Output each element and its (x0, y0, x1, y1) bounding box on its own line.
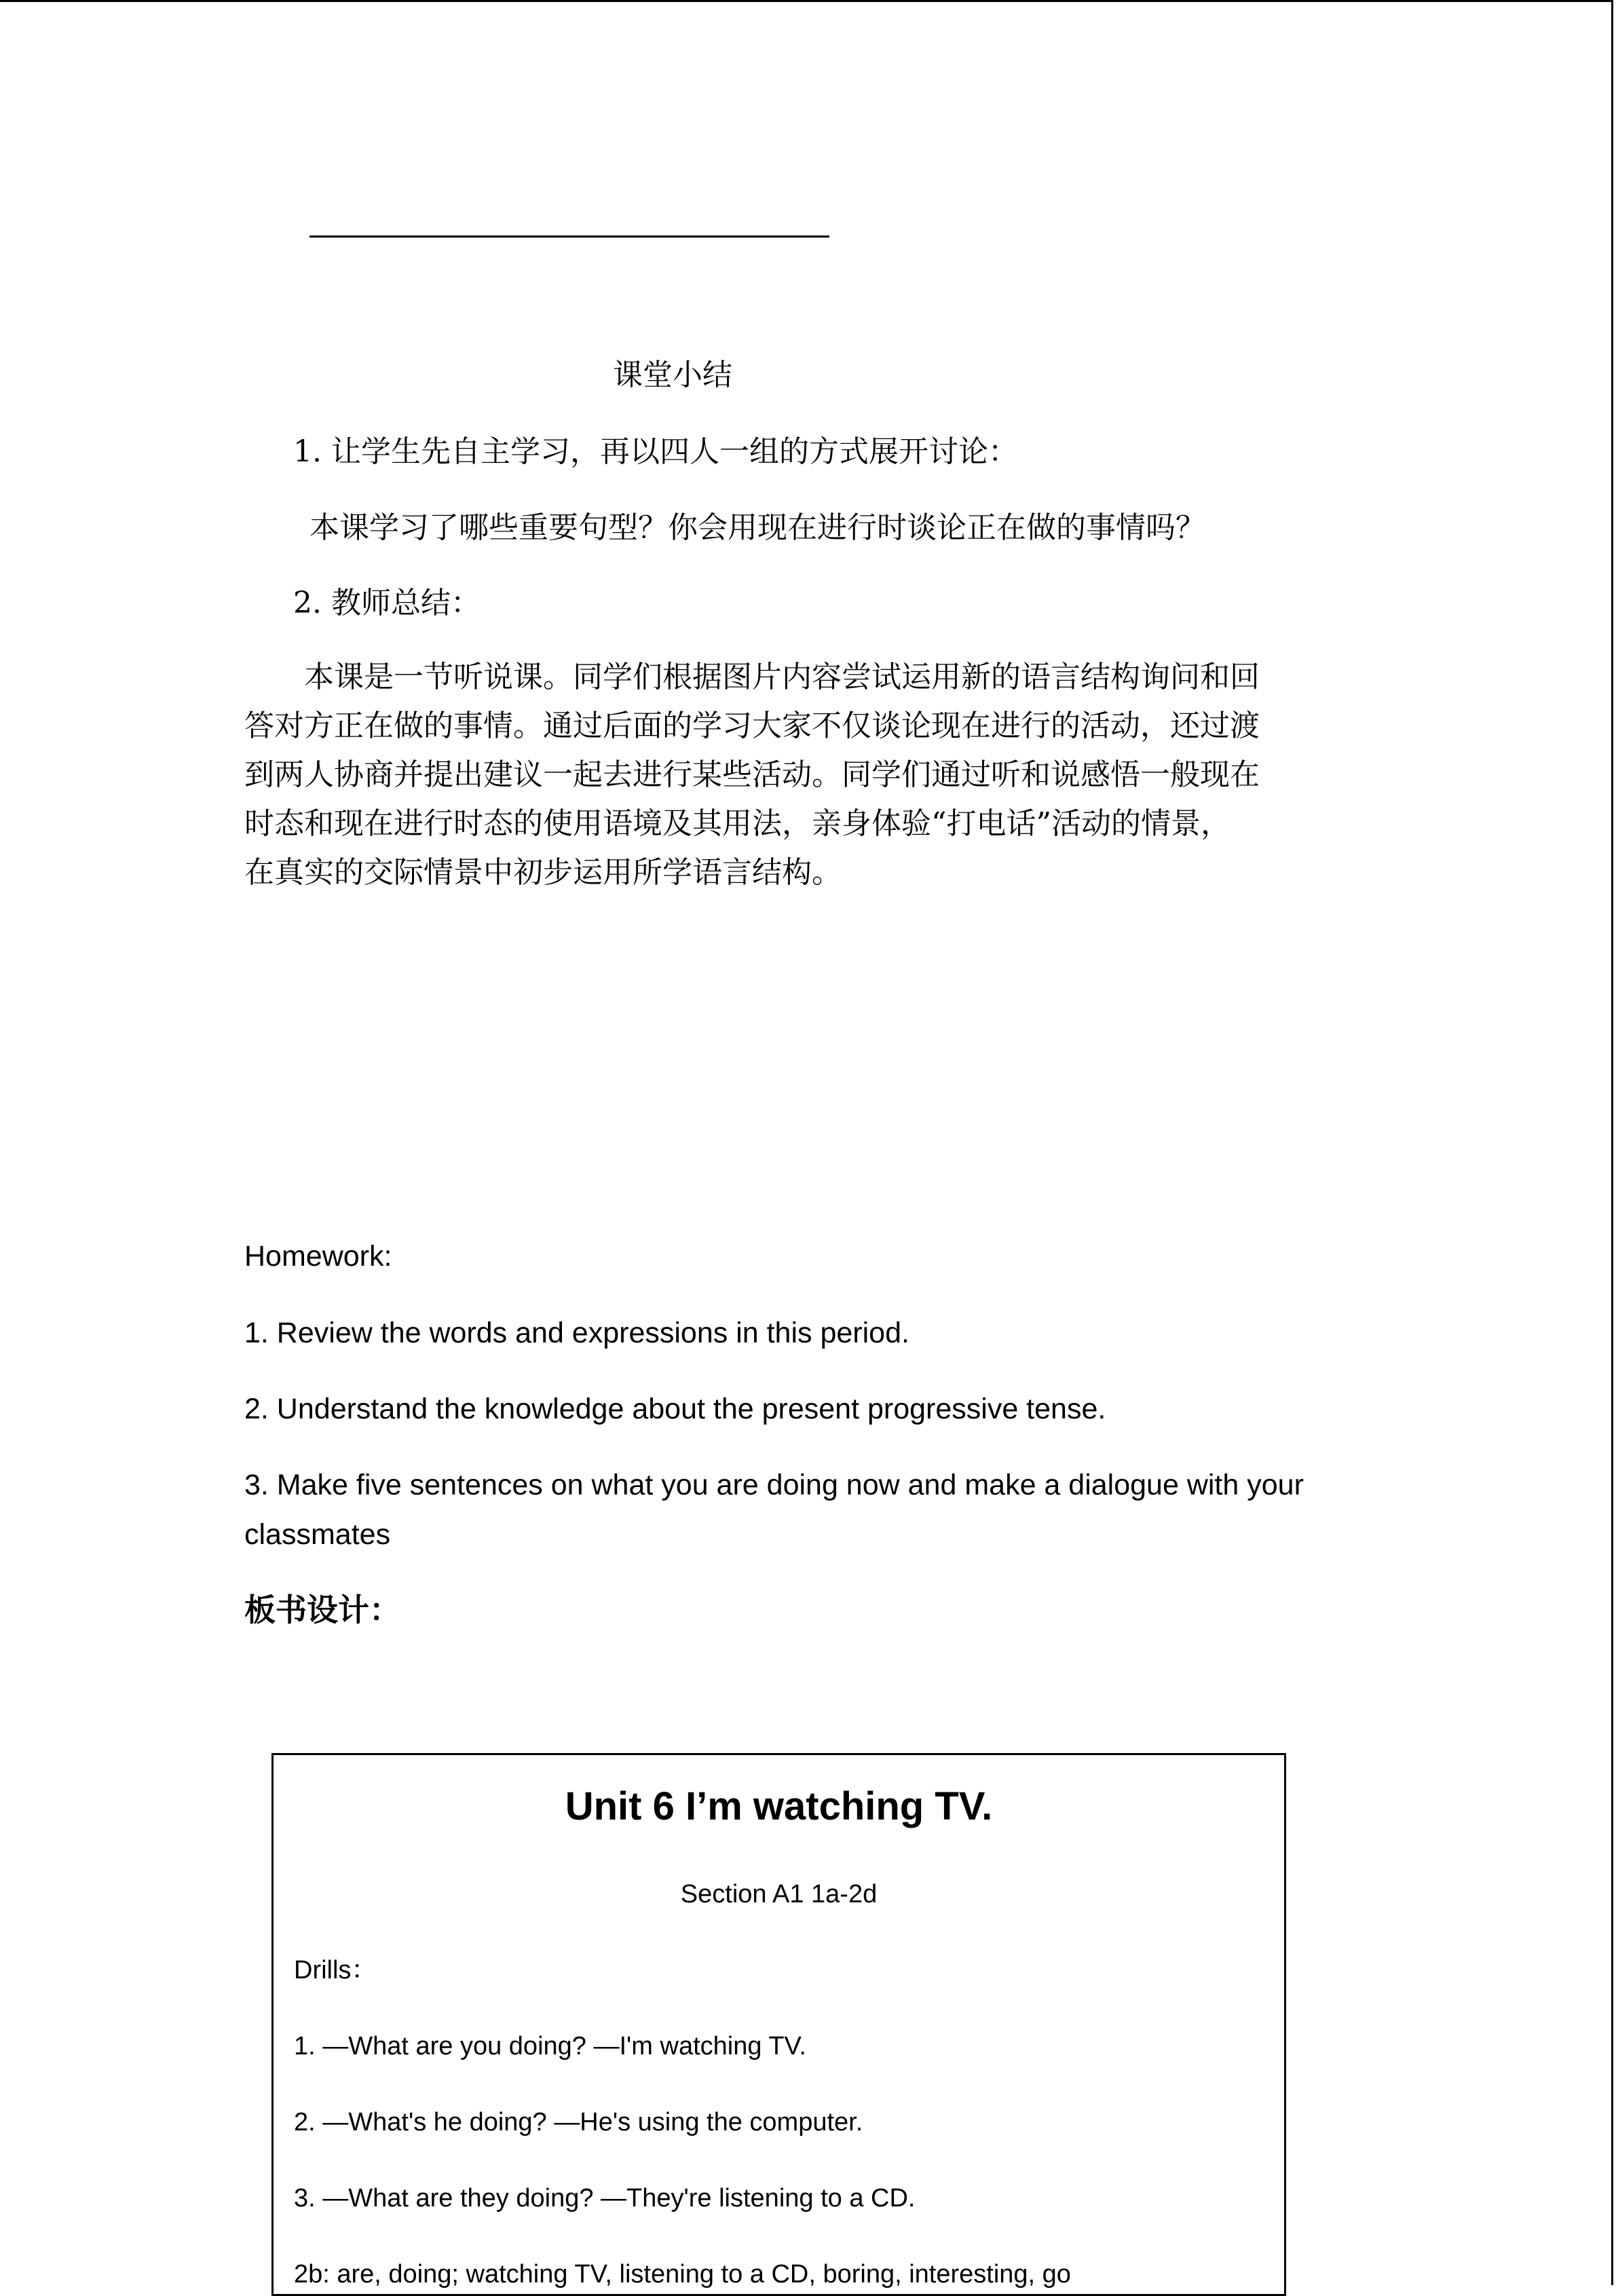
summary-item-1-detail: 本课学习了哪些重要句型？你会用现在进行时谈论正在做的事情吗？ (309, 510, 1205, 545)
board-design-box (271, 1753, 1286, 2296)
board-drill-line: 2. —What's he doing? —He's using the computer. (294, 2108, 863, 2137)
summary-paragraph-line: 在真实的交际情景中初步运用所学语言结构。 (244, 855, 842, 890)
summary-item-1: 1. 让学生先自主学习，再以四人一组的方式展开讨论： (293, 434, 1018, 469)
board-drill-line: 3. —What are they doing? —They're listening to a CD. (294, 2184, 916, 2213)
summary-paragraph-line: 时态和现在进行时态的使用语境及其用法，亲身体验“打电话”活动的情景， (244, 806, 1230, 841)
summary-paragraph-line: 到两人协商并提出建议一起去进行某些活动。同学们通过听和说感悟一般现在 (244, 757, 1260, 792)
board-drill-line: 2b: are, doing; watching TV, listening to a CD, boring, interesting, go (294, 2260, 1071, 2289)
summary-paragraph-line: 本课是一节听说课。同学们根据图片内容尝试运用新的语言结构询问和回 (244, 660, 1260, 694)
board-design-heading: 板书设计： (244, 1592, 400, 1628)
homework-item-2: 2. Understand the knowledge about the present progressive tense. (244, 1393, 1106, 1425)
blank-answer-line (309, 236, 829, 238)
homework-item-3: 3. Make five sentences on what you are doing now and make a dialogue with your (244, 1469, 1304, 1501)
homework-item-3-cont: classmates (244, 1518, 391, 1551)
board-section: Section A1 1a-2d (680, 1880, 878, 1908)
summary-paragraph-line: 答对方正在做的事情。通过后面的学习大家不仅谈论现在进行的活动，还过渡 (244, 709, 1260, 743)
board-drills-label: Drills： (294, 1956, 377, 1984)
board-title: Unit 6 I’m watching TV. (565, 1784, 993, 1828)
board-drill-line: 1. —What are you doing? —I'm watching TV. (294, 2032, 806, 2060)
homework-title: Homework: (244, 1240, 392, 1273)
summary-paragraph (244, 653, 1357, 897)
summary-title: 课堂小结 (613, 358, 732, 392)
homework-item-1: 1. Review the words and expressions in this period. (244, 1317, 909, 1349)
summary-item-2: 2. 教师总结： (293, 586, 481, 620)
